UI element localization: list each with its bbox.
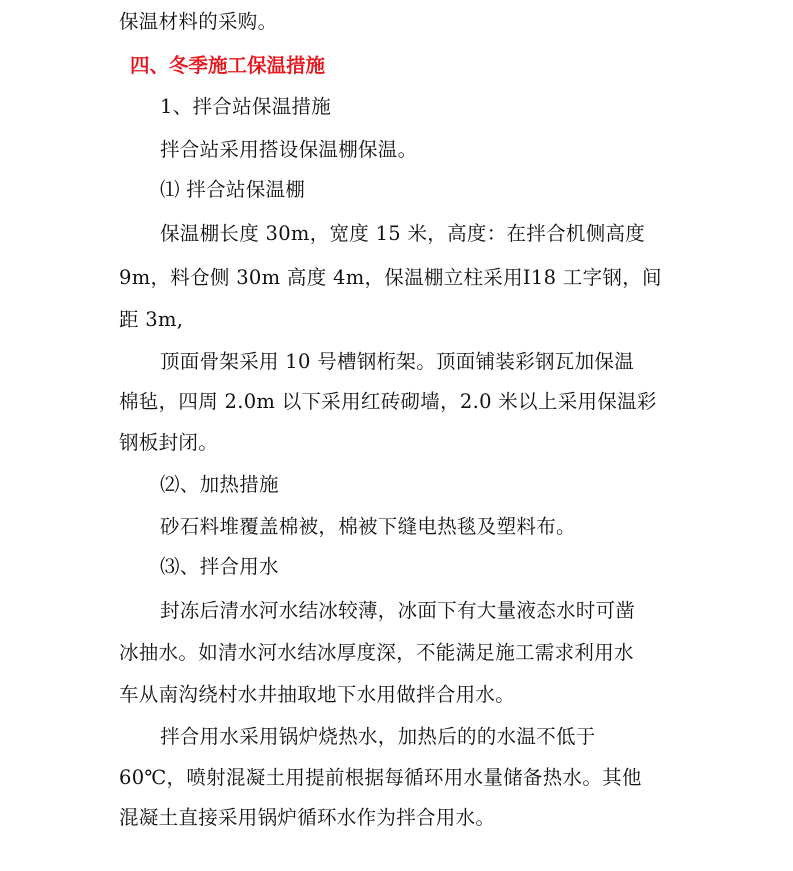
paragraph-line: 车从南沟绕村水井抽取地下水用做拌合用水。: [119, 683, 516, 706]
paragraph-line: 拌合用水采用锅炉烧热水，加热后的的水温不低于: [160, 725, 596, 748]
text-line-continuation: 保温材料的采购。: [119, 10, 278, 33]
paragraph-line: 封冻后清水河水结冰较薄，冰面下有大量液态水时可凿: [160, 599, 636, 622]
paragraph-line: 保温棚长度 30m，宽度 15 米，高度：在拌合机侧高度: [160, 222, 646, 245]
paragraph-line: 砂石料堆覆盖棉被，棉被下缝电热毯及塑料布。: [160, 515, 576, 538]
paragraph-line: 距 3m,: [119, 308, 184, 331]
paragraph-line: 顶面骨架采用 10 号槽钢桁架。顶面铺装彩钢瓦加保温: [160, 350, 635, 373]
paragraph-line: 棉毡，四周 2.0m 以下采用红砖砌墙，2.0 米以上采用保温彩: [119, 390, 657, 413]
item-heading-mixing-water: ⑶、拌合用水: [160, 555, 279, 578]
paragraph-line: 混凝土直接采用锅炉循环水作为拌合用水。: [119, 806, 496, 829]
item-heading-heating-measures: ⑵、加热措施: [160, 473, 279, 496]
section-heading-winter-insulation: 四、冬季施工保温措施: [130, 54, 326, 77]
paragraph-line: 9m，料仓侧 30m 高度 4m，保温棚立柱采用Ⅰ18 工字钢，间: [119, 266, 662, 289]
item-heading-insulation-shed: ⑴ 拌合站保温棚: [160, 178, 306, 201]
paragraph-line: 冰抽水。如清水河水结冰厚度深，不能满足施工需求利用水: [119, 641, 634, 664]
paragraph-line: 钢板封闭。: [119, 431, 219, 454]
paragraph-line: 拌合站采用搭设保温棚保温。: [160, 138, 418, 161]
subsection-heading-mixing-station: 1、拌合站保温措施: [160, 95, 332, 118]
paragraph-line: 60℃，喷射混凝土用提前根据每循环用水量储备热水。其他: [119, 766, 642, 789]
